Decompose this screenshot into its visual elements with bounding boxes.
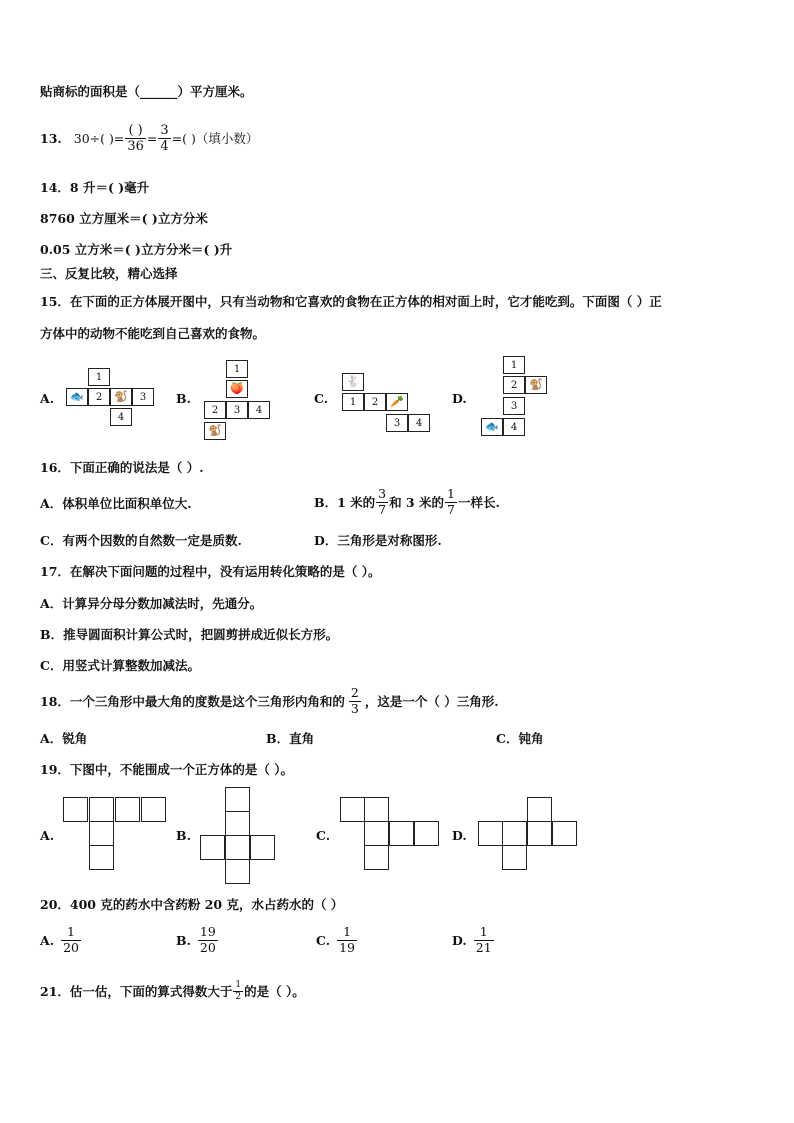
q13-fraction-2	[158, 124, 170, 153]
frac-num: 3	[378, 486, 387, 501]
carrot-icon: 🥕	[386, 393, 408, 411]
q15-label-b: B.	[176, 391, 191, 406]
q18-post: ，这是一个（ ）三角形.	[364, 694, 499, 709]
q21-fraction	[233, 981, 243, 1002]
q13-frac1-num: ( )	[128, 122, 143, 138]
q15-net-a	[66, 368, 156, 428]
net-square	[200, 835, 225, 860]
option-fraction	[337, 926, 357, 954]
frac-num: 1	[235, 979, 242, 990]
q13-frac2-den: 4	[160, 138, 169, 154]
q16-stem: 16．下面正确的说法是（ ）.	[40, 460, 204, 475]
q21-pre: 21．估一估，下面的算式得数大于	[40, 984, 233, 999]
q20-option-a	[40, 922, 82, 958]
fish-icon: 🐟	[66, 388, 88, 406]
q19-label-b: B.	[176, 828, 191, 843]
q17-option-c: C．用竖式计算整数加减法。	[40, 658, 200, 673]
net-square	[89, 821, 114, 846]
net-cell: 3	[386, 414, 408, 432]
q13-lead: 30÷( )=	[73, 130, 125, 146]
q13	[40, 118, 258, 158]
q18-stem	[40, 684, 499, 718]
q18-pre: 18．一个三角形中最大角的度数是这个三角形内角和的	[40, 694, 345, 709]
frac-den: 21	[475, 939, 492, 955]
net-square	[389, 821, 414, 846]
q15-label-d: D.	[452, 391, 467, 406]
q14-line-1: 14．8 升＝( )毫升	[40, 180, 150, 195]
net-square	[414, 821, 439, 846]
q18-option-c: C．钝角	[496, 731, 544, 746]
net-square	[250, 835, 275, 860]
q19-net-c	[340, 797, 442, 873]
monkey-icon: 🐒	[110, 388, 132, 406]
q17-option-b: B．推导圆面积计算公式时，把圆剪拼成近似长方形。	[40, 627, 339, 642]
net-cell: 3	[226, 401, 248, 419]
q16-option-c: C．有两个因数的自然数一定是质数.	[40, 533, 242, 548]
option-fraction	[61, 926, 81, 954]
net-cell: 2	[204, 401, 226, 419]
net-cell: 1	[342, 393, 364, 411]
q19-label-c: C.	[316, 828, 331, 843]
q13-frac2-num: 3	[160, 122, 169, 138]
q18-option-b: B．直角	[266, 731, 315, 746]
net-square	[364, 797, 389, 822]
frac-num: 1	[479, 924, 488, 939]
option-fraction	[474, 926, 494, 954]
q14-line-3: 0.05 立方米＝( )立方分米＝( )升	[40, 242, 233, 257]
q19-net-d	[478, 797, 580, 873]
q19-net-a	[63, 797, 173, 873]
net-square	[225, 859, 250, 884]
net-cell: 1	[88, 368, 110, 386]
option-label: D.	[452, 932, 467, 948]
q16-option-a: A．体积单位比面积单位大.	[40, 496, 192, 511]
monkey-icon: 🐒	[525, 376, 547, 394]
frac-den: 2	[235, 991, 242, 1002]
frac-num: 2	[350, 685, 359, 700]
q15-net-c	[342, 373, 430, 437]
frac-num: 1	[446, 486, 455, 501]
monkey-icon: 🐒	[204, 422, 226, 440]
frac-den: 7	[378, 501, 387, 517]
q15-stem-line-2: 方体中的动物不能吃到自己喜欢的食物。	[40, 326, 266, 341]
rabbit-icon: 🐇	[342, 373, 364, 391]
q17-option-a: A．计算异分母分数加减法时，先通分。	[40, 596, 263, 611]
q13-number: 13.	[40, 130, 62, 146]
q16-b-pre: B．1 米的	[314, 495, 376, 510]
net-square	[364, 845, 389, 870]
q16-option-d: D．三角形是对称图形.	[314, 533, 442, 548]
net-square	[478, 821, 503, 846]
q12-tail: 贴商标的面积是（______）平方厘米。	[40, 84, 253, 99]
option-label: A.	[40, 932, 55, 948]
q19-stem: 19．下图中，不能围成一个正方体的是（ ）。	[40, 762, 293, 777]
net-cell: 2	[88, 388, 110, 406]
net-cell: 1	[503, 356, 525, 374]
q15-net-b	[204, 360, 274, 444]
net-square	[527, 797, 552, 822]
net-square	[340, 797, 365, 822]
q21-stem	[40, 976, 305, 1006]
q19-label-d: D.	[452, 828, 467, 843]
q16-b-fraction-2	[445, 488, 457, 516]
net-cell: 3	[132, 388, 154, 406]
frac-den: 7	[446, 501, 455, 517]
frac-num: 1	[343, 924, 352, 939]
q20-stem: 20．400 克的药水中含药粉 20 克，水占药水的（ ）	[40, 897, 344, 912]
net-square	[225, 787, 250, 812]
option-label: C.	[316, 932, 331, 948]
net-square	[89, 845, 114, 870]
q15-label-a: A.	[40, 391, 55, 406]
net-cell: 4	[110, 408, 132, 426]
peach-icon: 🍑	[226, 380, 248, 398]
frac-den: 3	[350, 700, 359, 716]
net-square	[527, 821, 552, 846]
q15-stem-line-1: 15．在下面的正方体展开图中，只有当动物和它喜欢的食物在正方体的相对面上时，它才能吃到。下面图（ ）正	[40, 294, 662, 309]
q15-label-c: C.	[314, 391, 329, 406]
net-square	[63, 797, 88, 822]
section-heading: 三、反复比较，精心选择	[40, 266, 178, 281]
q18-option-a: A．锐角	[40, 731, 88, 746]
net-cell: 2	[503, 376, 525, 394]
q15-net-d	[481, 356, 547, 440]
equals-sign: =	[146, 130, 158, 146]
net-cell: 3	[503, 397, 525, 415]
q13-fraction-1	[125, 124, 146, 153]
net-square	[552, 821, 577, 846]
q16-b-mid: 和 3 米的	[389, 495, 444, 510]
net-cell: 4	[248, 401, 270, 419]
net-square	[364, 821, 389, 846]
net-square	[502, 821, 527, 846]
q16-b-post: 一样长.	[457, 495, 500, 510]
frac-den: 20	[63, 939, 79, 955]
option-fraction	[198, 926, 218, 954]
frac-num: 19	[199, 924, 216, 939]
q20-option-d	[452, 922, 495, 958]
q21-post: 的是（ ）。	[244, 984, 305, 999]
option-label: B.	[176, 932, 191, 948]
q13-tail: =( )（填小数）	[171, 131, 259, 146]
frac-den: 20	[199, 939, 216, 955]
net-square	[502, 845, 527, 870]
frac-num: 1	[67, 924, 75, 939]
net-cell: 4	[408, 414, 430, 432]
net-square	[115, 797, 140, 822]
q14-line-2: 8760 立方厘米＝( )立方分米	[40, 211, 208, 226]
q20-option-c	[316, 922, 358, 958]
frac-den: 19	[339, 939, 355, 955]
q19-label-a: A.	[40, 828, 55, 843]
q19-net-b	[200, 787, 278, 885]
net-square	[225, 835, 250, 860]
net-cell: 1	[226, 360, 248, 378]
q13-frac1-den: 36	[127, 138, 144, 154]
q16-b-fraction-1	[376, 488, 388, 516]
net-square	[141, 797, 166, 822]
q17-stem: 17．在解决下面问题的过程中，没有运用转化策略的是（ ）。	[40, 564, 381, 579]
net-square	[89, 797, 114, 822]
net-square	[225, 811, 250, 836]
q18-fraction	[349, 687, 361, 715]
q16-option-b	[314, 486, 500, 518]
q20-option-b	[176, 922, 219, 958]
fish-icon: 🐟	[481, 418, 503, 436]
net-cell: 4	[503, 418, 525, 436]
net-cell: 2	[364, 393, 386, 411]
